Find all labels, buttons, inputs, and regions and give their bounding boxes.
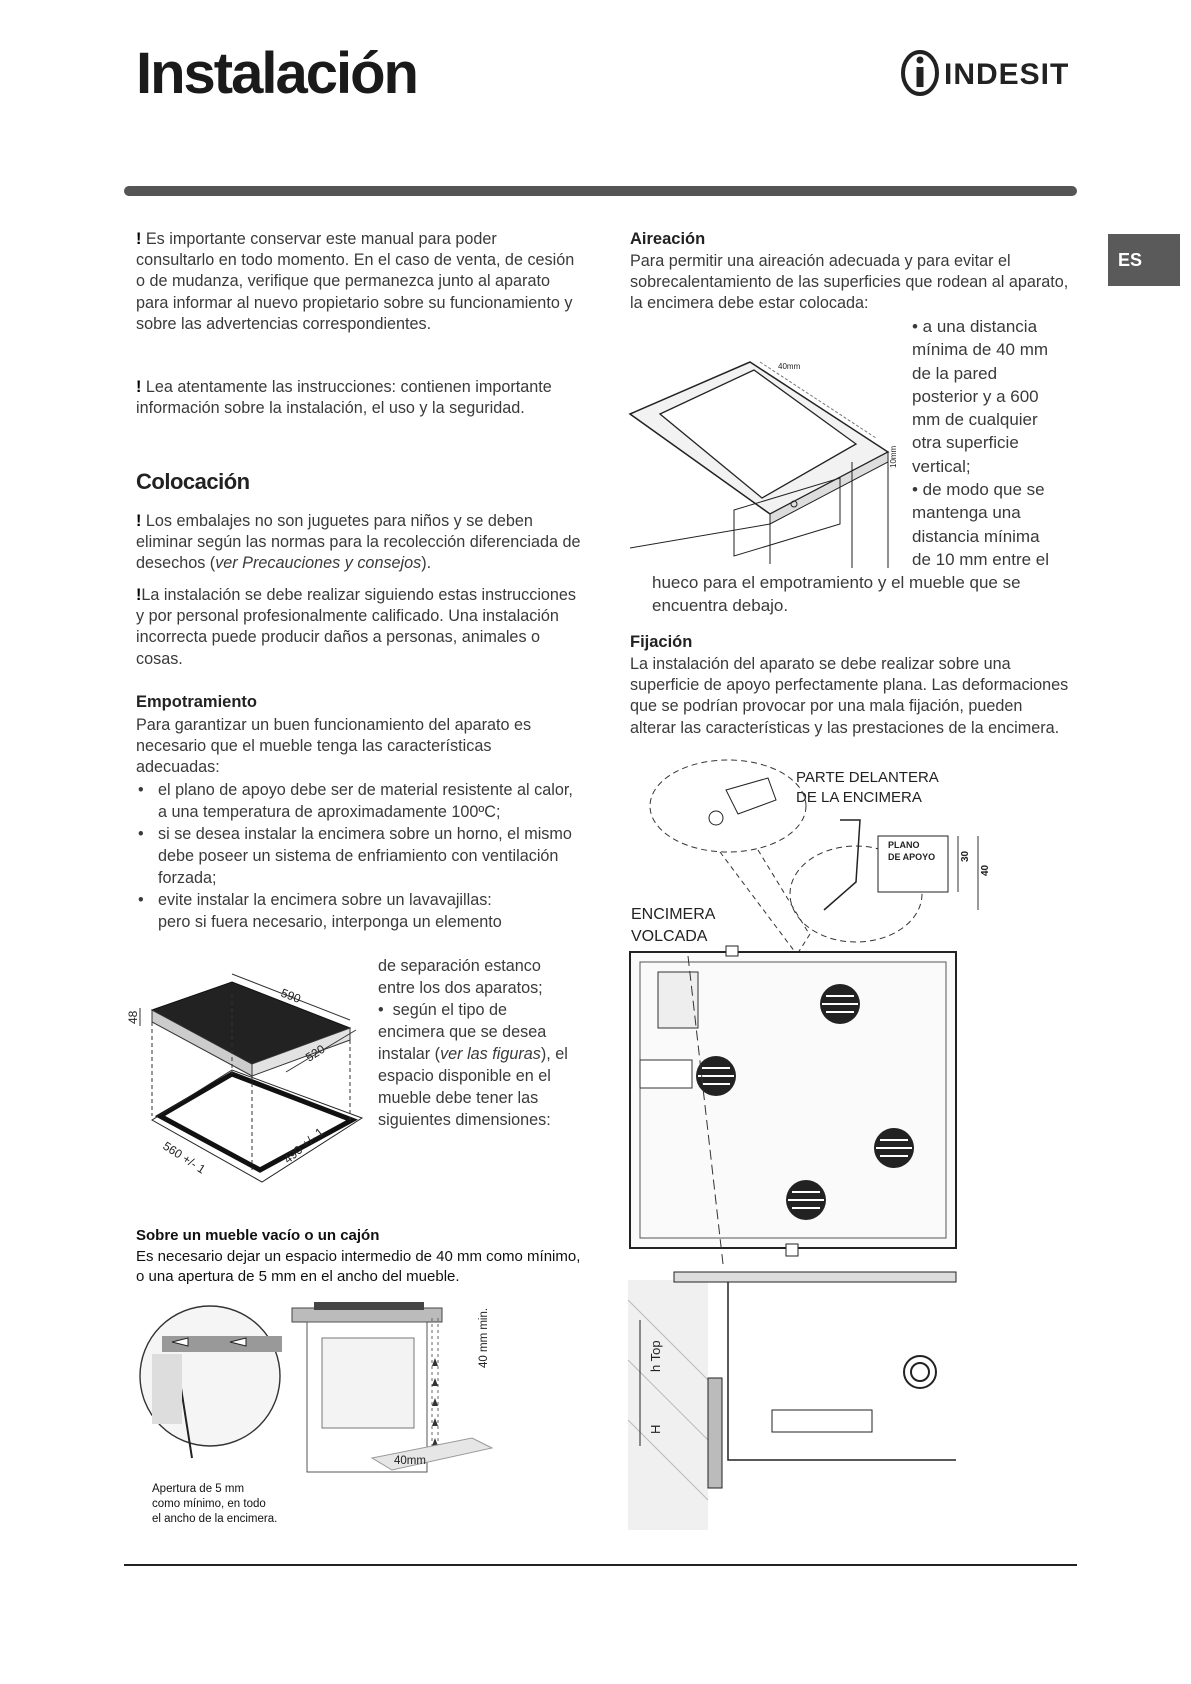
label-front-of-hob: PARTE DELANTERA DE LA ENCIMERA <box>796 769 939 806</box>
mueble-heading: Sobre un mueble vacío o un cajón <box>136 1227 380 1244</box>
cutout-dimensions-figure <box>126 968 372 1178</box>
header-rule <box>124 186 1077 196</box>
fig-40mm: 40mm <box>778 362 801 371</box>
section-fijacion-heading: Fijación <box>630 633 693 651</box>
aireacion-bullets: • a una distancia mínima de 40 mm de la pared posterior y a 600 mm de cualquier otra superficie vertical; • de modo que se mantenga una distancia mínima de 10 mm entre el <box>912 317 1050 569</box>
label-plano-apoyo-2: DE APOYO <box>888 852 936 862</box>
label-40mm: 40mm <box>394 1455 426 1467</box>
mueble-caption: Apertura de 5 mm como mínimo, en todo el ancho de la encimera. <box>152 1483 278 1525</box>
dim-560: 560 +/- 1 <box>160 1138 208 1177</box>
dim-30: 30 <box>960 850 971 862</box>
note-professional-install: !La instalación se debe realizar siguiendo estas instrucciones y por personal profesionalmente calificado. Una instalación incorrecta puede producir daños a personas, animales o cosas. <box>136 586 577 668</box>
dim-490: 490 +/- 1 <box>280 1124 327 1167</box>
dim-590: 590 <box>278 985 303 1006</box>
note-read-instructions: ! Lea atentamente las instrucciones: contienen importante información sobre la instalación, el uso y la seguridad. <box>136 378 552 418</box>
note-keep-manual: ! Es importante conservar este manual para poder consultarlo en todo momento. En el caso de venta, de cesión o de mudanza, verifique que permanezca junto al aparato para informar al nuevo propietario sobre su funcionamiento y sobre las advertencias correspondientes. <box>136 230 575 333</box>
label-40mm-min: 40 mm min. <box>478 1307 490 1368</box>
fijacion-text: La instalación del aparato se debe realizar sobre una superficie de apoyo perfectamente plana. Las deformaciones que se podrían provocar por una mala fijación, pueden alterar las características y las prestaciones de la encimera. <box>630 655 1069 737</box>
list-item: • si se desea instalar la encimera sobre un horno, el mismo debe poseer un sistema de enfriamiento con ventilación forzada; <box>136 823 581 889</box>
empotramiento-list <box>136 779 581 933</box>
empotramiento-intro: Para garantizar un buen funcionamiento del aparato es necesario que el mueble tenga las características adecuadas: <box>136 716 532 777</box>
brand-logo-icon <box>898 46 1078 100</box>
fixing-figure <box>628 760 998 1530</box>
ventilation-figure <box>630 318 905 568</box>
section-empotramiento-heading: Empotramiento <box>136 693 258 711</box>
fig-10mm: 10mm <box>889 445 898 468</box>
section-aireacion-heading: Aireación <box>630 230 706 248</box>
footer-rule <box>124 1564 1077 1566</box>
label-h-top: h Top <box>648 1340 663 1372</box>
bullet3-continuation: de separación estanco entre los dos aparatos; <box>378 957 543 997</box>
mueble-text: Es necesario dejar un espacio intermedio de 40 mm como mínimo, o una apertura de 5 mm en el ancho del mueble. <box>136 1248 581 1285</box>
bullet4-dimensions: • según el tipo de encimera que se desea instalar (ver las figuras), el espacio disponible en el mueble debe tener las siguientes dimensiones: <box>378 1001 568 1129</box>
ventilation-drawer-figure <box>132 1288 512 1474</box>
dim-40: 40 <box>980 864 991 876</box>
dim-520: 520 <box>303 1041 328 1065</box>
section-colocacion-heading: Colocación <box>136 469 250 494</box>
page-title: Instalación <box>136 41 417 106</box>
indesit-logo <box>898 46 1078 100</box>
dim-48: 48 <box>126 1010 140 1024</box>
label-H: H <box>648 1424 663 1434</box>
aireacion-intro: Para permitir una aireación adecuada y para evitar el sobrecalentamiento de las superficies que rodean al aparato, la encimera debe estar colocada: <box>630 252 1069 313</box>
label-encimera-volcada: ENCIMERA VOLCADA <box>631 906 716 945</box>
brand-name: INDESIT <box>944 58 1070 91</box>
list-item: • evite instalar la encimera sobre un lavavajillas: pero si fuera necesario, interponga un elemento <box>136 889 581 933</box>
list-item: • el plano de apoyo debe ser de material resistente al calor, a una temperatura de aproximadamente 100ºC; <box>136 779 581 823</box>
label-plano-apoyo-1: PLANO <box>888 840 920 850</box>
language-tab: ES <box>1108 234 1180 286</box>
note-packaging: ! Los embalajes no son juguetes para niños y se deben eliminar según las normas para la recolección diferenciada de desechos (ver Precauciones y consejos). <box>136 512 581 573</box>
aireacion-bullets-continued: hueco para el empotramiento y el mueble que se encuentra debajo. <box>652 573 1021 616</box>
